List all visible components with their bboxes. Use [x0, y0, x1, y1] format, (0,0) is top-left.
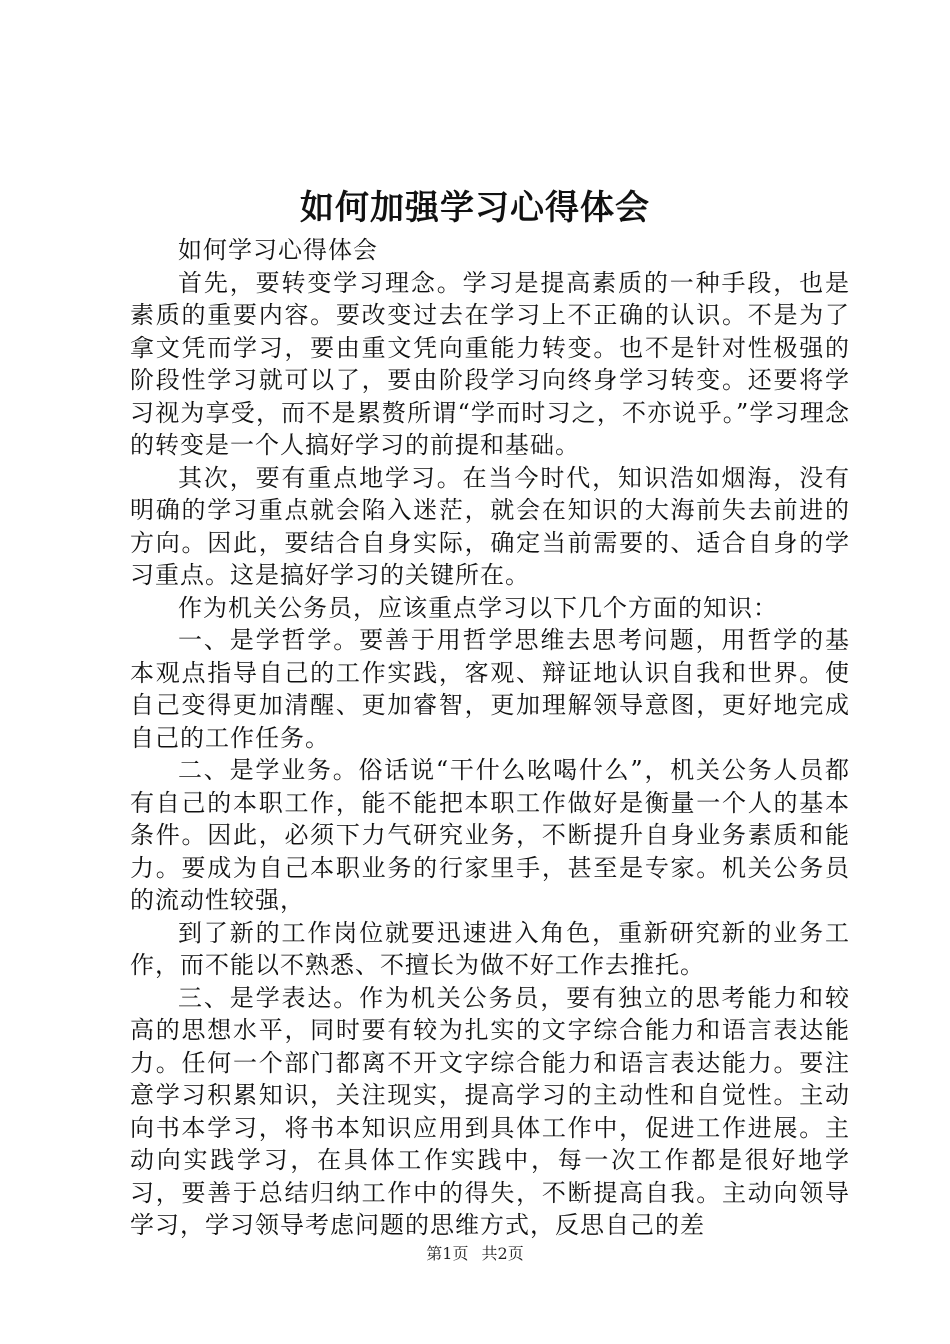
paragraph-expression: 三、是学表达。作为机关公务员，要有独立的思考能力和较高的思想水平，同时要有较为扎实的文字综合能力和语言表达能力。任何一个部门都离不开文字综合能力和语言表达能力。要注意学习积累知识，关注现实，提高学习的主动性和自觉性。主动向书本学习，将书本知识应用到具体工作中，促进工作进展。主动向实践学习，在具体工作实践中，每一次工作都是很好地学习，要善于总结归纳工作中的得失，不断提高自我。主动向领导学习，学习领导考虑问题的思维方式，反思自己的差	[130, 983, 850, 1239]
document-body	[130, 234, 850, 1242]
paragraph-civil-servant-intro: 作为机关公务员，应该重点学习以下几个方面的知识：	[178, 593, 778, 622]
paragraph-philosophy: 一、是学哲学。要善于用哲学思维去思考问题，用哲学的基本观点指导自己的工作实践，客观、辩证地认识自我和世界。使自己变得更加清醒、更加睿智，更加理解领导意图，更好地完成自己的工作任务。	[130, 626, 850, 752]
paragraph-business: 二、是学业务。俗话说“干什么吆喝什么”，机关公务人员都有自己的本职工作，能不能把本职工作做好是衡量一个人的基本条件。因此，必须下力气研究业务，不断提升自身业务素质和能力。要成为自己本职业务的行家里手，甚至是专家。机关公务员的流动性较强，	[130, 756, 850, 914]
page-number-current: 第1页	[426, 1244, 469, 1263]
paragraph-learning-concept: 首先，要转变学习理念。学习是提高素质的一种手段，也是素质的重要内容。要改变过去在学习上不正确的认识。不是为了拿文凭而学习，要由重文凭向重能力转变。也不是针对性极强的阶段性学习就可以了，要由阶段学习向终身学习转变。还要将学习视为享受，而不是累赘所谓“学而时习之，不亦说乎。”学习理念的转变是一个人搞好学习的前提和基础。	[130, 268, 850, 459]
page-number-total: 共2页	[481, 1244, 524, 1263]
paragraph-new-post: 到了新的工作岗位就要迅速进入角色，重新研究新的业务工作，而不能以不熟悉、不擅长为做不好工作去推托。	[130, 918, 850, 979]
page-footer	[0, 1243, 950, 1265]
page-title: 如何加强学习心得体会	[300, 188, 650, 228]
paragraph-subtitle: 如何学习心得体会	[178, 236, 378, 264]
paragraph-key-learning: 其次，要有重点地学习。在当今时代，知识浩如烟海，没有明确的学习重点就会陷入迷茫，就会在知识的大海前失去前进的方向。因此，要结合自身实际，确定当前需要的、适合自身的学习重点。这是搞好学习的关键所在。	[130, 463, 850, 589]
